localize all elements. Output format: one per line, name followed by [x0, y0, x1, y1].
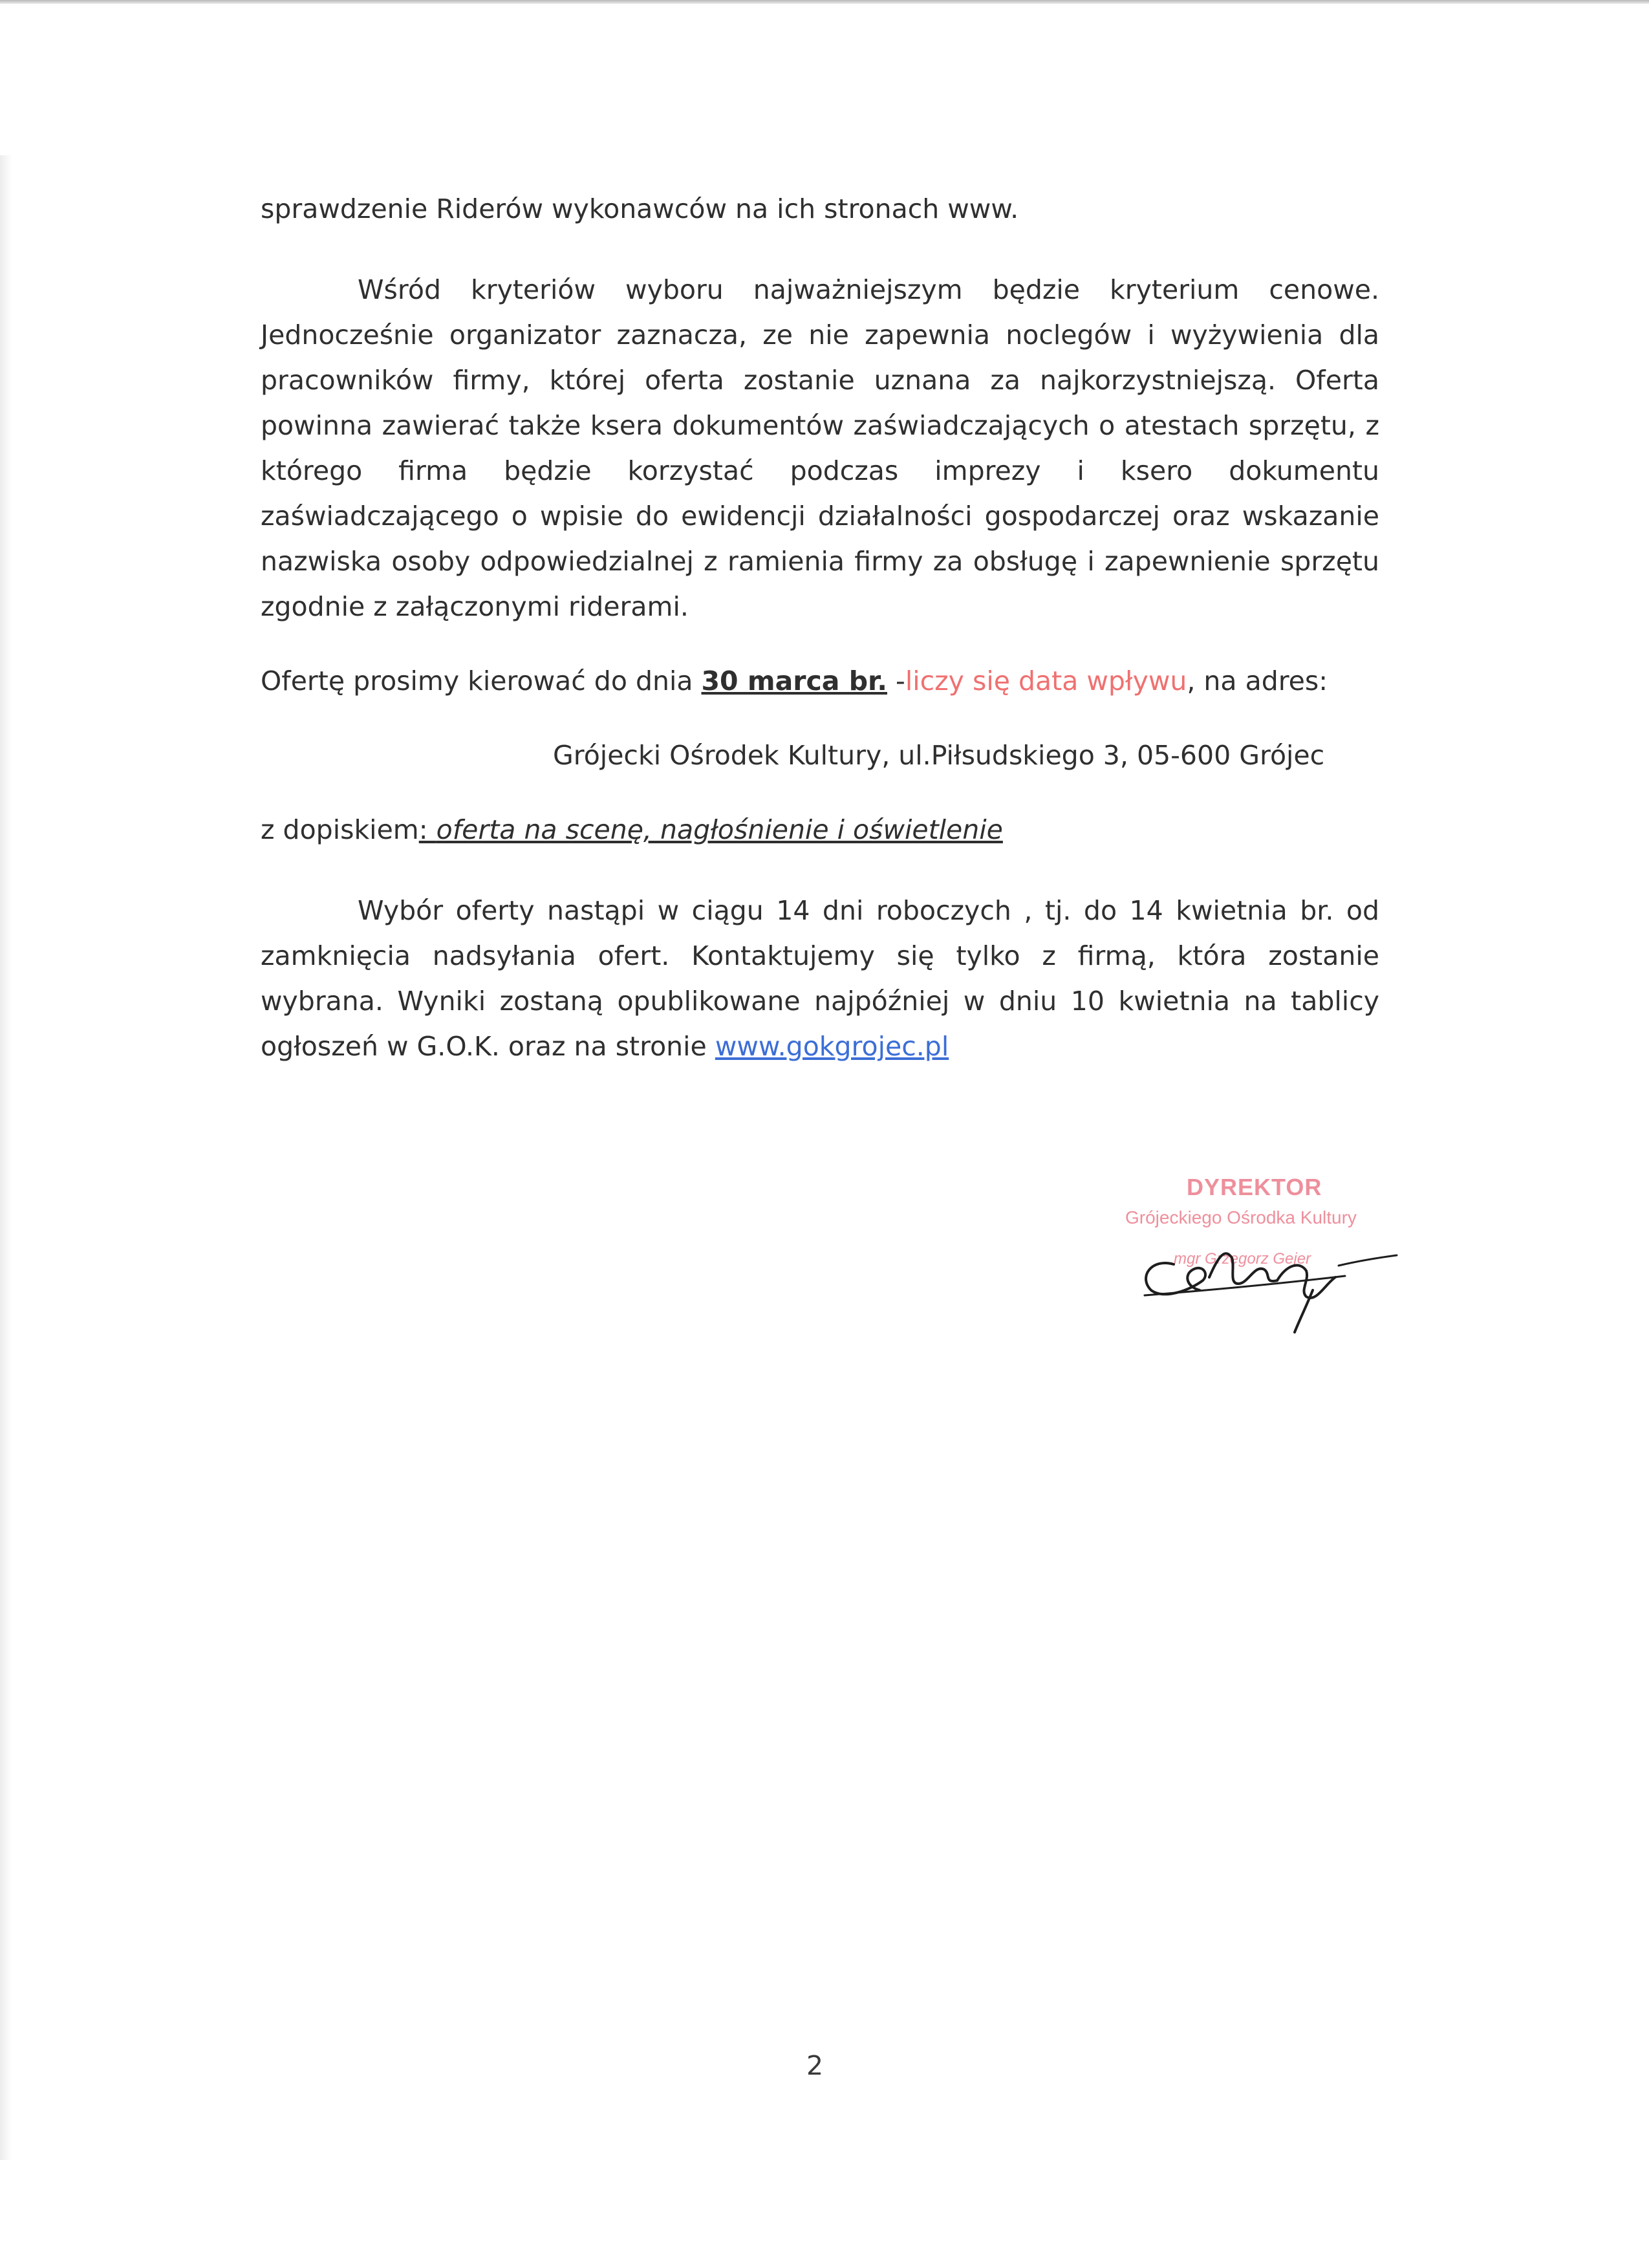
deadline-line	[261, 658, 1379, 704]
annotation-text: oferta na scenę, nagłośnienie i oświetlenie	[436, 814, 1003, 845]
document-body	[261, 186, 1379, 1069]
criteria-paragraph: Wśród kryteriów wyboru najważniejszym będzie kryterium cenowe. Jednocześnie organizator zaznacza, ze nie zapewnia noclegów i wyżywienia dla pracowników firmy, której oferta zostanie uznana za najkorzystniejszą. Oferta powinna zawierać także ksera dokumentów zaświadczających o atestach sprzętu, z którego firma będzie korzystać podczas imprezy i ksero dokumentu zaświadczającego o wpisie do ewidencji działalności gospodarczej oraz wskazanie nazwiska osoby odpowiedzialnej z ramienia firmy za obsługę i zapewnienie sprzętu zgodnie z załączonymi riderami.	[261, 274, 1379, 622]
website-link[interactable]: www.gokgrojec.pl	[715, 1031, 949, 1062]
annotation-prefix: z dopiskiem	[261, 814, 419, 845]
page-number: 2	[806, 2050, 824, 2081]
deadline-dash: -	[887, 665, 905, 697]
annotation-line	[261, 807, 1379, 852]
handwritten-signature	[1112, 1193, 1423, 1342]
scan-left-shadow	[0, 155, 12, 2160]
address-line: Grójecki Ośrodek Kultury, ul.Piłsudskiego 3, 05-600 Grójec	[553, 740, 1325, 771]
deadline-note: liczy się data wpływu	[905, 665, 1187, 697]
selection-paragraph	[261, 888, 1379, 1069]
deadline-suffix: , na adres:	[1187, 665, 1328, 697]
scan-top-border	[0, 0, 1649, 4]
director-stamp	[1112, 1174, 1423, 1342]
deadline-prefix: Ofertę prosimy kierować do dnia	[261, 665, 702, 697]
deadline-date: 30 marca br.	[701, 665, 887, 697]
stamp-organization: Grójeckiego Ośrodka Kultury	[1125, 1207, 1357, 1227]
stamp-title: DYREKTOR	[1187, 1174, 1322, 1200]
selection-text: Wybór oferty nastąpi w ciągu 14 dni roboczych , tj. do 14 kwietnia br. od zamknięcia nadsyłania ofert. Kontaktujemy się tylko z firmą, która zostanie wybrana. Wyniki zostaną opublikowane najpóźniej w dniu 10 kwietnia na tablicy ogłoszeń w G.O.K. oraz na stronie	[261, 895, 1379, 1062]
continued-line: sprawdzenie Riderów wykonawców na ich stronach www.	[261, 193, 1019, 224]
annotation-colon: :	[418, 814, 436, 845]
stamp-name: mgr Grzegorz Gejer	[1174, 1250, 1311, 1268]
